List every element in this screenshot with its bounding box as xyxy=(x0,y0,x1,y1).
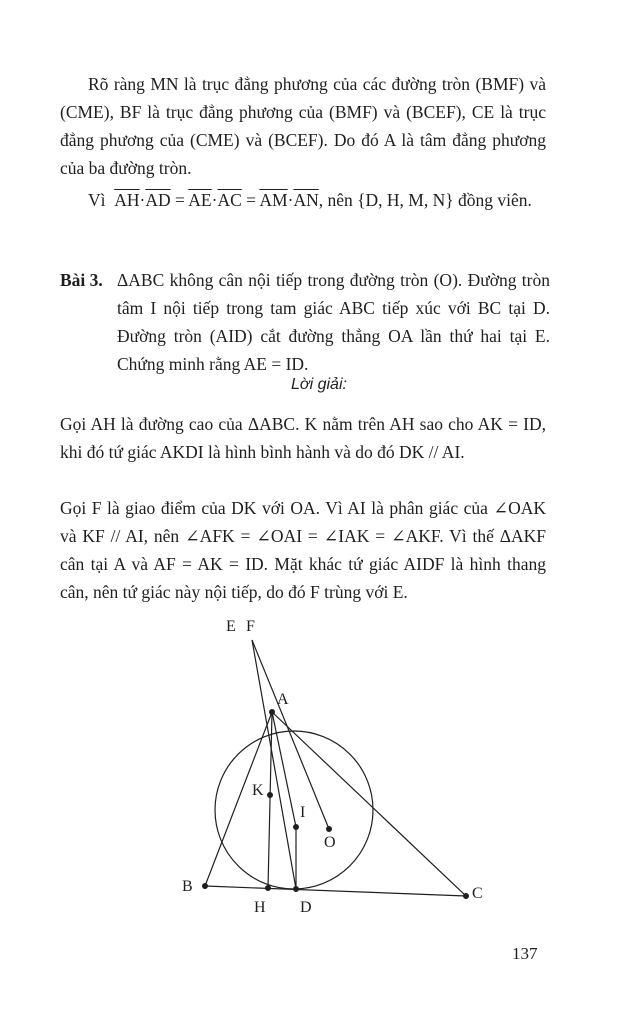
paragraph-proof: Gọi F là giao điểm của DK với OA. Vì AI là phân giác của ∠OAK và KF // AI, nên ∠AFK = ∠OAI = ∠IAK = ∠AKF. Vì thế ΔAKF cân tại A và AF = AK = ID. Mặt khác tứ giác AIDF là hình thang cân, nên tứ giác này nội tiếp, do đó F trùng với E. xyxy=(60,498,546,602)
vector-am: $\overline{AM}$ xyxy=(259,190,288,210)
point-c xyxy=(463,893,469,899)
point-d xyxy=(293,886,299,892)
line-df xyxy=(252,640,296,889)
para2-suffix: , nên {D, H, M, N} đồng viên. xyxy=(318,190,532,210)
label-d: D xyxy=(300,899,312,916)
page-number: 137 xyxy=(512,944,538,963)
label-h: H xyxy=(254,899,266,916)
point-h xyxy=(265,885,271,891)
point-o xyxy=(326,826,332,832)
circle-aid xyxy=(215,731,373,889)
label-o: O xyxy=(324,834,336,851)
paragraph-radical-axis: Rõ ràng MN là trục đẳng phương của các đường tròn (BMF) và (CME), BF là trục đẳng phương của (BMF) và (BCEF), CE là trục đẳng phương của (CME) và (BCEF). Do đó A là tâm đẳng phương của ba đường tròn. xyxy=(60,74,546,178)
vector-ae: $\overline{AE}$ xyxy=(188,190,212,210)
label-b: B xyxy=(182,878,193,895)
vector-ah: $\overline{AH}$ xyxy=(114,190,140,210)
label-a: A xyxy=(277,691,289,708)
point-a xyxy=(269,709,275,715)
point-k xyxy=(267,792,273,798)
solution-heading: Lời giải: xyxy=(291,376,347,393)
vector-ac: $\overline{AC}$ xyxy=(217,190,242,210)
para2-prefix: Vì xyxy=(88,190,106,210)
problem-label: Bài 3. xyxy=(60,270,103,290)
label-i: I xyxy=(300,804,306,821)
problem-text: ΔABC không cân nội tiếp trong đường tròn (O). Đường tròn tâm I nội tiếp trong tam giác ABC tiếp xúc với BC tại D. Đường tròn (AID) cắt đường thẳng OA lần thứ hai tại E. Chứng minh rằng AE = ID. xyxy=(117,270,550,374)
paragraph-altitude: Gọi AH là đường cao của ΔABC. K nằm trên AH sao cho AK = ID, khi đó tứ giác AKDI là hình bình hành và do đó DK // AI. xyxy=(60,414,546,462)
altitude-ah xyxy=(268,712,272,888)
segment-ai xyxy=(272,712,296,827)
segment-bc xyxy=(205,886,466,896)
point-b xyxy=(202,883,208,889)
label-f: F xyxy=(246,618,255,635)
vector-ad: $\overline{AD}$ xyxy=(145,190,171,210)
paragraph-concyclic: Vì $\overline{AH}\cdot\overline{AD} = \overline{AE}\cdot\overline{AC} = \overline{AM}\cdot\overline{AN}$, nên {D, H, M, N} đồng viên. xyxy=(88,190,532,210)
label-e: E xyxy=(226,618,236,635)
point-i xyxy=(293,824,299,830)
vector-an: $\overline{AN}$ xyxy=(293,190,319,210)
label-c: C xyxy=(472,885,483,902)
label-k: K xyxy=(252,782,264,799)
